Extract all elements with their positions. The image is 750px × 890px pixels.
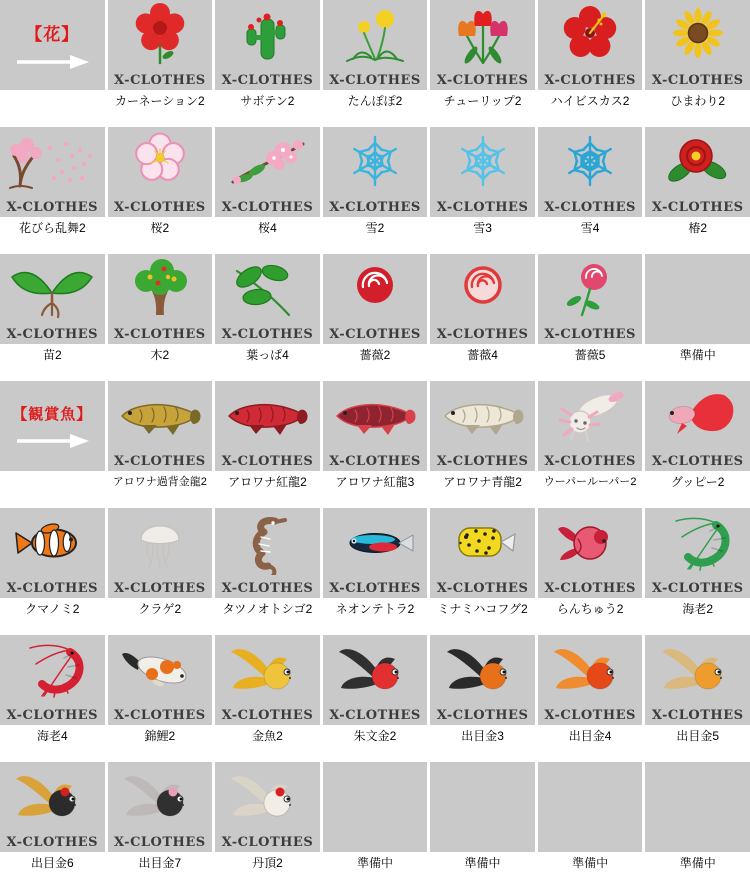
design-thumbnail[interactable]: [108, 508, 213, 598]
design-label: 花びら乱舞2: [18, 221, 86, 235]
catalog-cell: [538, 254, 643, 381]
camellia-embroidery-icon: [645, 127, 750, 197]
leaves-embroidery-icon: [215, 254, 320, 324]
catalog-cell: [215, 254, 320, 381]
design-label: アロワナ紅龍2: [228, 475, 307, 489]
boxfish-embroidery-icon: [430, 508, 535, 578]
design-label: 葉っぱ4: [246, 348, 289, 362]
catalog-cell: [538, 127, 643, 254]
catalog-cell: [645, 0, 750, 127]
design-thumbnail[interactable]: [538, 635, 643, 725]
x-clothes-logo: X-CLOTHES: [329, 200, 421, 215]
sunflower-embroidery-icon: [645, 0, 750, 70]
design-thumbnail[interactable]: [323, 508, 428, 598]
petaldance-embroidery-icon: [0, 127, 105, 197]
axolotl-embroidery-icon: [538, 381, 643, 451]
catalog-cell: [108, 254, 213, 381]
design-label: らんちゅう2: [556, 602, 624, 616]
catalog-cell: [538, 508, 643, 635]
design-label: 準備中: [679, 348, 716, 362]
x-clothes-logo: X-CLOTHES: [436, 708, 529, 723]
design-label: 薔薇2: [359, 348, 391, 362]
goldfish-embroidery-icon: [538, 635, 643, 705]
goldfish-embroidery-icon: [108, 762, 213, 832]
x-clothes-logo: X-CLOTHES: [544, 581, 636, 596]
goldfish-embroidery-icon: [0, 762, 105, 832]
design-label: 薔薇5: [574, 348, 606, 362]
x-clothes-logo: X-CLOTHES: [544, 200, 636, 215]
design-thumbnail[interactable]: [538, 381, 643, 471]
arrow-right-icon: [14, 54, 90, 70]
design-label: 朱文金2: [353, 729, 397, 743]
catalog-cell: [323, 254, 428, 381]
catalog-cell: [645, 127, 750, 254]
x-clothes-logo: X-CLOTHES: [651, 200, 744, 215]
x-clothes-logo: X-CLOTHES: [544, 327, 636, 342]
design-label: 桜2: [150, 221, 170, 235]
sprout-embroidery-icon: [0, 254, 105, 324]
rose-embroidery-icon: [323, 254, 428, 324]
x-clothes-logo: X-CLOTHES: [329, 454, 421, 469]
betta-embroidery-icon: [645, 381, 750, 451]
x-clothes-logo: X-CLOTHES: [6, 327, 99, 342]
design-thumbnail[interactable]: [430, 635, 535, 725]
design-thumbnail[interactable]: [215, 0, 320, 90]
x-clothes-logo: X-CLOTHES: [651, 73, 744, 88]
design-label: 丹頂2: [252, 856, 283, 870]
design-thumbnail[interactable]: [645, 127, 750, 217]
x-clothes-logo: X-CLOTHES: [651, 454, 744, 469]
section-title: 【花】: [25, 25, 80, 44]
branch-embroidery-icon: [215, 127, 320, 197]
empty-tile: [430, 762, 535, 852]
snowflake-embroidery-icon: [430, 127, 535, 197]
design-label: アロワナ青龍2: [443, 475, 522, 489]
design-label: 準備中: [572, 856, 609, 870]
tetra-embroidery-icon: [323, 508, 428, 578]
design-label: 桜4: [258, 221, 277, 235]
design-label: サボテン2: [240, 94, 295, 108]
catalog-cell: [215, 0, 320, 127]
empty-tile: [538, 762, 643, 852]
catalog-cell: [323, 127, 428, 254]
x-clothes-logo: X-CLOTHES: [221, 454, 314, 469]
arowana-embroidery-icon: [323, 381, 428, 451]
design-thumbnail[interactable]: [430, 508, 535, 598]
design-thumbnail[interactable]: [323, 127, 428, 217]
x-clothes-logo: X-CLOTHES: [436, 327, 529, 342]
design-thumbnail[interactable]: [323, 635, 428, 725]
goldfish-embroidery-icon: [215, 635, 320, 705]
design-thumbnail[interactable]: [430, 0, 535, 90]
catalog-cell: [108, 762, 213, 889]
catalog-cell: [538, 762, 643, 889]
x-clothes-logo: X-CLOTHES: [329, 581, 421, 596]
catalog-cell: [108, 635, 213, 762]
x-clothes-logo: X-CLOTHES: [544, 454, 636, 469]
goldfish-embroidery-icon: [215, 762, 320, 832]
x-clothes-logo: X-CLOTHES: [221, 835, 314, 850]
design-label: ウーパールーパー2: [543, 476, 637, 488]
ranchu-embroidery-icon: [538, 508, 643, 578]
catalog-cell: [0, 127, 105, 254]
design-label: ひまわり2: [670, 94, 726, 108]
catalog-cell: [0, 635, 105, 762]
dandelion-embroidery-icon: [323, 0, 428, 70]
x-clothes-logo: X-CLOTHES: [221, 200, 314, 215]
catalog-cell: [215, 762, 320, 889]
shrimp-embroidery-icon: [0, 635, 105, 705]
empty-tile: [645, 762, 750, 852]
catalog-cell: [645, 508, 750, 635]
design-thumbnail[interactable]: [430, 254, 535, 344]
rose_stem-embroidery-icon: [538, 254, 643, 324]
x-clothes-logo: X-CLOTHES: [114, 581, 206, 596]
section-header-fish: [0, 381, 105, 471]
catalog-cell: [323, 381, 428, 508]
x-clothes-logo: X-CLOTHES: [436, 200, 529, 215]
catalog-cell: [215, 381, 320, 508]
design-thumbnail[interactable]: [215, 254, 320, 344]
design-label: 準備中: [679, 856, 716, 870]
x-clothes-logo: X-CLOTHES: [114, 835, 206, 850]
x-clothes-logo: X-CLOTHES: [6, 708, 99, 723]
x-clothes-logo: X-CLOTHES: [114, 73, 206, 88]
catalog-cell: [108, 508, 213, 635]
shrimp-embroidery-icon: [645, 508, 750, 578]
design-thumbnail[interactable]: [538, 254, 643, 344]
design-label: 出目金4: [568, 729, 612, 743]
x-clothes-logo: X-CLOTHES: [114, 327, 206, 342]
design-thumbnail[interactable]: [323, 0, 428, 90]
hibiscus-embroidery-icon: [538, 0, 643, 70]
catalog-cell: [645, 762, 750, 889]
design-thumbnail[interactable]: [430, 381, 535, 471]
catalog-cell: [430, 381, 535, 508]
design-thumbnail[interactable]: [215, 635, 320, 725]
design-label: アロワナ過背金龍2: [112, 476, 207, 488]
design-thumbnail[interactable]: [0, 635, 105, 725]
x-clothes-logo: X-CLOTHES: [329, 327, 421, 342]
design-label: 薔薇4: [467, 348, 498, 362]
snowflake-embroidery-icon: [538, 127, 643, 197]
catalog-cell: [645, 254, 750, 381]
design-thumbnail[interactable]: [108, 381, 213, 471]
design-thumbnail[interactable]: [645, 0, 750, 90]
design-label: 錦鯉2: [144, 729, 176, 743]
catalog-cell: [538, 635, 643, 762]
seahorse-embroidery-icon: [215, 508, 320, 578]
design-thumbnail[interactable]: [215, 508, 320, 598]
design-thumbnail[interactable]: [538, 0, 643, 90]
design-thumbnail[interactable]: [538, 127, 643, 217]
catalog-cell: [0, 381, 105, 508]
x-clothes-logo: X-CLOTHES: [436, 73, 529, 88]
design-label: チューリップ2: [443, 94, 522, 108]
catalog-cell: [0, 0, 105, 127]
x-clothes-logo: X-CLOTHES: [6, 835, 99, 850]
catalog-cell: [323, 635, 428, 762]
design-thumbnail[interactable]: [108, 762, 213, 852]
section-title: 【観賞魚】: [12, 406, 93, 423]
catalog-cell: [645, 381, 750, 508]
design-thumbnail[interactable]: [215, 381, 320, 471]
catalog-cell: [323, 508, 428, 635]
design-label: タツノオトシゴ2: [222, 602, 313, 616]
design-label: 出目金6: [30, 856, 74, 870]
x-clothes-logo: X-CLOTHES: [6, 200, 99, 215]
jellyfish-embroidery-icon: [108, 508, 213, 578]
design-thumbnail[interactable]: [108, 127, 213, 217]
design-label: たんぽぽ2: [347, 94, 403, 108]
x-clothes-logo: X-CLOTHES: [114, 454, 206, 469]
design-label: ネオンテトラ2: [335, 602, 415, 616]
x-clothes-logo: X-CLOTHES: [114, 708, 206, 723]
design-label: アロワナ紅龍3: [335, 475, 415, 489]
x-clothes-logo: X-CLOTHES: [329, 73, 421, 88]
design-label: 椿2: [688, 221, 708, 235]
design-label: 準備中: [464, 856, 501, 870]
goldfish-embroidery-icon: [430, 635, 535, 705]
design-thumbnail[interactable]: [0, 254, 105, 344]
design-thumbnail[interactable]: [645, 508, 750, 598]
design-thumbnail[interactable]: [323, 254, 428, 344]
design-thumbnail[interactable]: [108, 254, 213, 344]
arowana-embroidery-icon: [430, 381, 535, 451]
x-clothes-logo: X-CLOTHES: [436, 454, 529, 469]
x-clothes-logo: X-CLOTHES: [544, 708, 636, 723]
clownfish-embroidery-icon: [0, 508, 105, 578]
x-clothes-logo: X-CLOTHES: [436, 581, 529, 596]
catalog-cell: [323, 0, 428, 127]
catalog-cell: [0, 508, 105, 635]
design-thumbnail[interactable]: [430, 127, 535, 217]
design-thumbnail[interactable]: [645, 635, 750, 725]
design-label: ミナミハコフグ2: [437, 602, 528, 616]
catalog-cell: [430, 254, 535, 381]
goldfish-embroidery-icon: [645, 635, 750, 705]
design-label: 準備中: [356, 856, 393, 870]
cactus-embroidery-icon: [215, 0, 320, 70]
empty-tile: [323, 762, 428, 852]
catalog-cell: [430, 0, 535, 127]
sakura-embroidery-icon: [108, 127, 213, 197]
x-clothes-logo: X-CLOTHES: [544, 73, 636, 88]
catalog-cell: [0, 254, 105, 381]
catalog-cell: [108, 0, 213, 127]
design-label: 雪3: [473, 221, 492, 235]
design-label: 金魚2: [252, 729, 283, 743]
design-label: クマノミ2: [25, 602, 80, 616]
design-label: ハイビスカス2: [550, 94, 630, 108]
design-label: 雪4: [580, 221, 600, 235]
design-label: 木2: [150, 348, 170, 362]
catalog-cell: [430, 635, 535, 762]
x-clothes-logo: X-CLOTHES: [114, 200, 206, 215]
x-clothes-logo: X-CLOTHES: [221, 327, 314, 342]
design-label: 海老2: [682, 602, 714, 616]
design-thumbnail[interactable]: [323, 381, 428, 471]
catalog-cell: [0, 762, 105, 889]
catalog-cell: [538, 0, 643, 127]
design-label: 出目金7: [138, 856, 182, 870]
design-thumbnail[interactable]: [538, 508, 643, 598]
x-clothes-logo: X-CLOTHES: [651, 581, 744, 596]
design-thumbnail[interactable]: [108, 635, 213, 725]
catalog-cell: [108, 127, 213, 254]
catalog-cell: [430, 762, 535, 889]
design-thumbnail[interactable]: [215, 127, 320, 217]
section-header-flowers: [0, 0, 105, 90]
tulip-embroidery-icon: [430, 0, 535, 70]
design-label: グッピー2: [670, 475, 725, 489]
catalog-cell: [538, 381, 643, 508]
arowana-embroidery-icon: [108, 381, 213, 451]
x-clothes-logo: X-CLOTHES: [329, 708, 421, 723]
x-clothes-logo: X-CLOTHES: [651, 708, 744, 723]
empty-tile: [645, 254, 750, 344]
design-thumbnail[interactable]: [0, 762, 105, 852]
catalog-cell: [323, 762, 428, 889]
x-clothes-logo: X-CLOTHES: [221, 73, 314, 88]
design-thumbnail[interactable]: [645, 381, 750, 471]
goldfish-embroidery-icon: [323, 635, 428, 705]
flower-embroidery-icon: [108, 0, 213, 70]
design-thumbnail[interactable]: [215, 762, 320, 852]
design-thumbnail[interactable]: [0, 127, 105, 217]
catalog-cell: [108, 381, 213, 508]
catalog-cell: [215, 508, 320, 635]
design-thumbnail[interactable]: [0, 508, 105, 598]
design-label: 出目金3: [461, 729, 504, 743]
catalog-cell: [430, 508, 535, 635]
design-label: 苗2: [42, 348, 62, 362]
x-clothes-logo: X-CLOTHES: [6, 581, 99, 596]
design-label: カーネーション2: [115, 94, 205, 108]
design-thumbnail[interactable]: [108, 0, 213, 90]
catalog-cell: [215, 127, 320, 254]
design-label: 海老4: [36, 729, 68, 743]
x-clothes-logo: X-CLOTHES: [221, 708, 314, 723]
design-label: 出目金5: [676, 729, 720, 743]
rose_outline-embroidery-icon: [430, 254, 535, 324]
arrow-right-icon: [14, 433, 90, 449]
koi-embroidery-icon: [108, 635, 213, 705]
catalog-cell: [430, 127, 535, 254]
design-label: クラゲ2: [138, 602, 182, 616]
catalog-cell: [215, 635, 320, 762]
x-clothes-logo: X-CLOTHES: [221, 581, 314, 596]
tree-embroidery-icon: [108, 254, 213, 324]
design-label: 雪2: [365, 221, 385, 235]
snowflake-embroidery-icon: [323, 127, 428, 197]
arowana-embroidery-icon: [215, 381, 320, 451]
catalog-cell: [645, 635, 750, 762]
